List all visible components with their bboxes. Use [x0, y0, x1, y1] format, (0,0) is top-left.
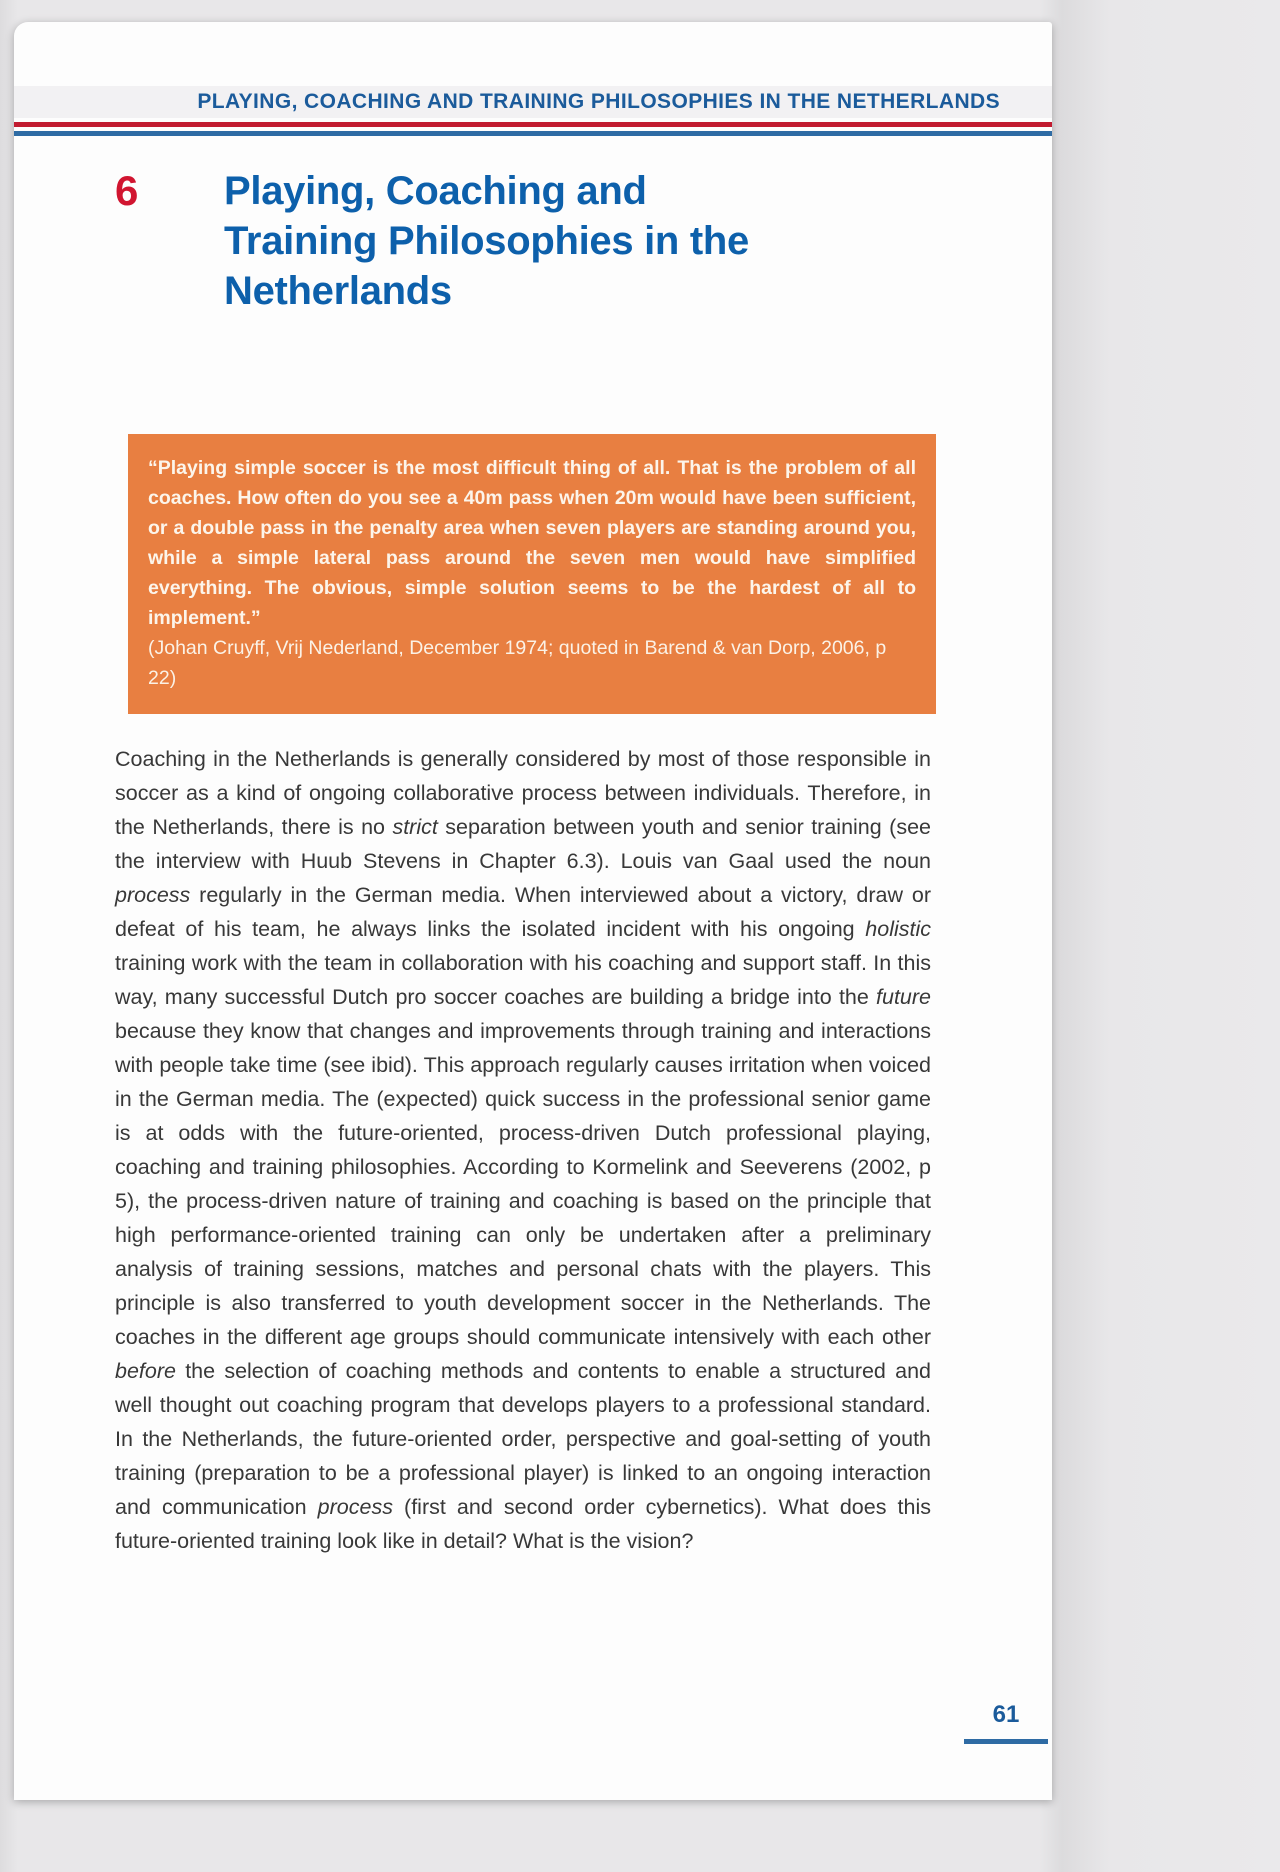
header-rule-red: [14, 122, 1052, 127]
header-rule-blue: [14, 131, 1052, 136]
quote-box: [128, 434, 936, 714]
footer-rule: [964, 1739, 1048, 1744]
chapter-number: 6: [115, 167, 139, 214]
page-number: 61: [992, 1701, 1020, 1728]
page-footer: [964, 1700, 1048, 1744]
quote-citation: (Johan Cruyff, Vrij Nederland, December 1974; quoted in Barend & van Dorp, 2006, p 22): [148, 637, 887, 689]
chapter-title: Playing, Coaching and Training Philosophies in the Netherlands: [224, 169, 749, 313]
chapter-heading: [14, 166, 1052, 316]
book-page: [14, 22, 1052, 1800]
running-header-band: [14, 86, 1052, 118]
body-paragraph: Coaching in the Netherlands is generally considered by most of those responsible in soccer as a kind of ongoing collaborative process between individuals. Therefore, in the Netherlands, there is no strict separation between youth and senior training (see the interview with Huub Stevens in Chapter 6.3). Louis van Gaal used the noun process regularly in the German media. When interviewed about a victory, draw or defeat of his team, he always links the isolated incident with his ongoing holistic training work with the team in collaboration with his coaching and support staff. In this way, many successful Dutch pro soccer coaches are building a bridge into the future because they know that changes and improvements through training and interactions with people take time (see ibid). This approach regularly causes irritation when voiced in the German media. The (expected) quick success in the professional senior game is at odds with the future-oriented, process-driven Dutch professional playing, coaching and training philosophies. According to Kormelink and Seeverens (2002, p 5), the process-driven nature of training and coaching is based on the principle that high performance-oriented training can only be undertaken after a preliminary analysis of training sessions, matches and personal chats with the players. This principle is also transferred to youth development soccer in the Netherlands. The coaches in the different age groups should communicate intensively with each other before the selection of coaching methods and contents to enable a structured and well thought out coaching program that develops players to a professional standard. In the Netherlands, the future-oriented order, perspective and goal-setting of youth training (preparation to be a professional player) is linked to an ongoing interaction and communication process (first and second order cybernetics). What does this future-oriented training look like in detail? What is the vision?: [115, 747, 931, 1553]
quote-text: “Playing simple soccer is the most difficult thing of all. That is the problem of all coaches. How often do you see a 40m pass when 20m would have been sufficient, or a double pass in the penalty area when seven players are standing around you, while a simple lateral pass around the seven men would have simplified everything. The obvious, simple solution seems to be the hardest of all to implement.”: [148, 457, 916, 629]
running-header: PLAYING, COACHING AND TRAINING PHILOSOPHIES IN THE NETHERLANDS: [197, 90, 1000, 113]
